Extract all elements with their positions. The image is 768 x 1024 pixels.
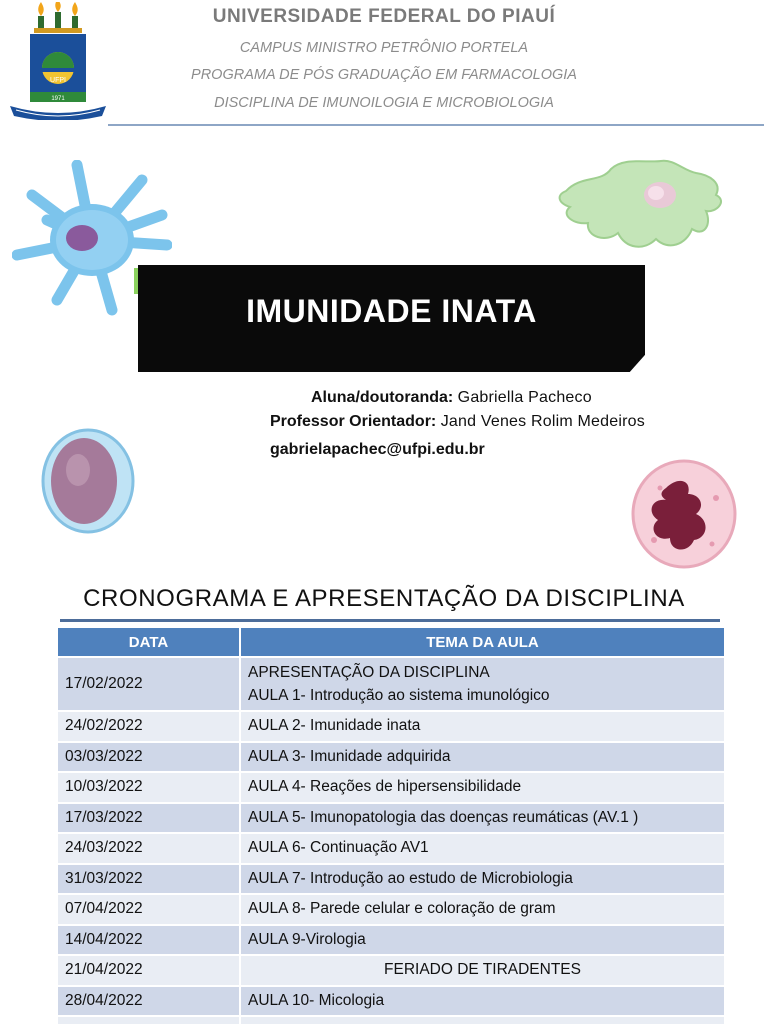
schedule-divider [60, 619, 720, 622]
discipline-name: DISCIPLINA DE IMUNOILOGIA E MICROBIOLOGIA [214, 95, 554, 111]
row-topic-line: APRESENTAÇÃO DA DISCIPLINA [248, 664, 490, 681]
advisor-label: Professor Orientador: [270, 413, 437, 430]
svg-text:1971: 1971 [51, 96, 65, 102]
table-header-row [58, 628, 724, 657]
row-date: 03/03/2022 [58, 742, 240, 773]
table-row [58, 986, 724, 1017]
column-header-date: DATA [58, 628, 240, 657]
page-title: IMUNIDADE INATA [246, 293, 537, 329]
row-date: 24/03/2022 [58, 833, 240, 864]
title-banner [138, 265, 645, 372]
row-topic: AULA 6- Continuação AV1 [240, 833, 724, 864]
table-row [58, 894, 724, 925]
svg-text:UFPI: UFPI [50, 77, 66, 84]
row-date: 31/03/2022 [58, 864, 240, 895]
table-row [58, 742, 724, 773]
row-date: 10/03/2022 [58, 772, 240, 803]
university-logo [8, 2, 108, 120]
program-name: PROGRAMA DE PÓS GRADUAÇÃO EM FARMACOLOGIA [191, 67, 577, 83]
row-topic [240, 657, 724, 711]
row-topic: FERIADO DE TIRADENTES [240, 955, 724, 986]
row-date [58, 1016, 240, 1024]
row-date: 17/03/2022 [58, 803, 240, 834]
column-header-topic: TEMA DA AULA [240, 628, 724, 657]
row-topic: AULA 8- Parede celular e coloração de gram [240, 894, 724, 925]
university-name: UNIVERSIDADE FEDERAL DO PIAUÍ [212, 6, 556, 27]
advisor-info [270, 413, 645, 431]
table-row [58, 657, 724, 711]
neutrophil-cell-illustration [630, 458, 738, 570]
student-info [311, 389, 592, 407]
student-label: Aluna/doutoranda: [311, 389, 454, 406]
student-name: Gabriella Pacheco [457, 389, 592, 406]
row-date: 17/02/2022 [58, 657, 240, 711]
torch-icon [34, 2, 82, 33]
campus-name: CAMPUS MINISTRO PETRÔNIO PORTELA [239, 40, 529, 56]
lymphocyte-cell-illustration [40, 428, 136, 534]
header-divider [108, 124, 764, 126]
row-topic: AULA 5- Imunopatologia das doenças reumáticas (AV.1 ) [240, 803, 724, 834]
table-row [58, 803, 724, 834]
table-row [58, 833, 724, 864]
table-row [58, 955, 724, 986]
row-date: 24/02/2022 [58, 711, 240, 742]
row-date: 28/04/2022 [58, 986, 240, 1017]
email-address[interactable]: gabrielapachec@ufpi.edu.br [270, 441, 485, 458]
macrophage-cell-illustration [556, 153, 724, 257]
table-row [58, 1016, 724, 1024]
table-row [58, 925, 724, 956]
advisor-name: Jand Venes Rolim Medeiros [440, 413, 645, 430]
schedule-table [58, 628, 724, 1024]
row-topic: AULA 7- Introdução ao estudo de Microbiologia [240, 864, 724, 895]
schedule-title: CRONOGRAMA E APRESENTAÇÃO DA DISCIPLINA [83, 585, 685, 612]
row-date: 14/04/2022 [58, 925, 240, 956]
row-topic: AULA 4- Reações de hipersensibilidade [240, 772, 724, 803]
row-topic: AULA 9-Virologia [240, 925, 724, 956]
row-date: 21/04/2022 [58, 955, 240, 986]
row-topic [240, 1016, 724, 1024]
table-row [58, 711, 724, 742]
row-topic: AULA 10- Micologia [240, 986, 724, 1017]
row-date: 07/04/2022 [58, 894, 240, 925]
row-topic: AULA 2- Imunidade inata [240, 711, 724, 742]
table-row [58, 772, 724, 803]
table-row [58, 864, 724, 895]
row-topic-line: AULA 1- Introdução ao sistema imunológico [248, 687, 550, 704]
row-topic: AULA 3- Imunidade adquirida [240, 742, 724, 773]
